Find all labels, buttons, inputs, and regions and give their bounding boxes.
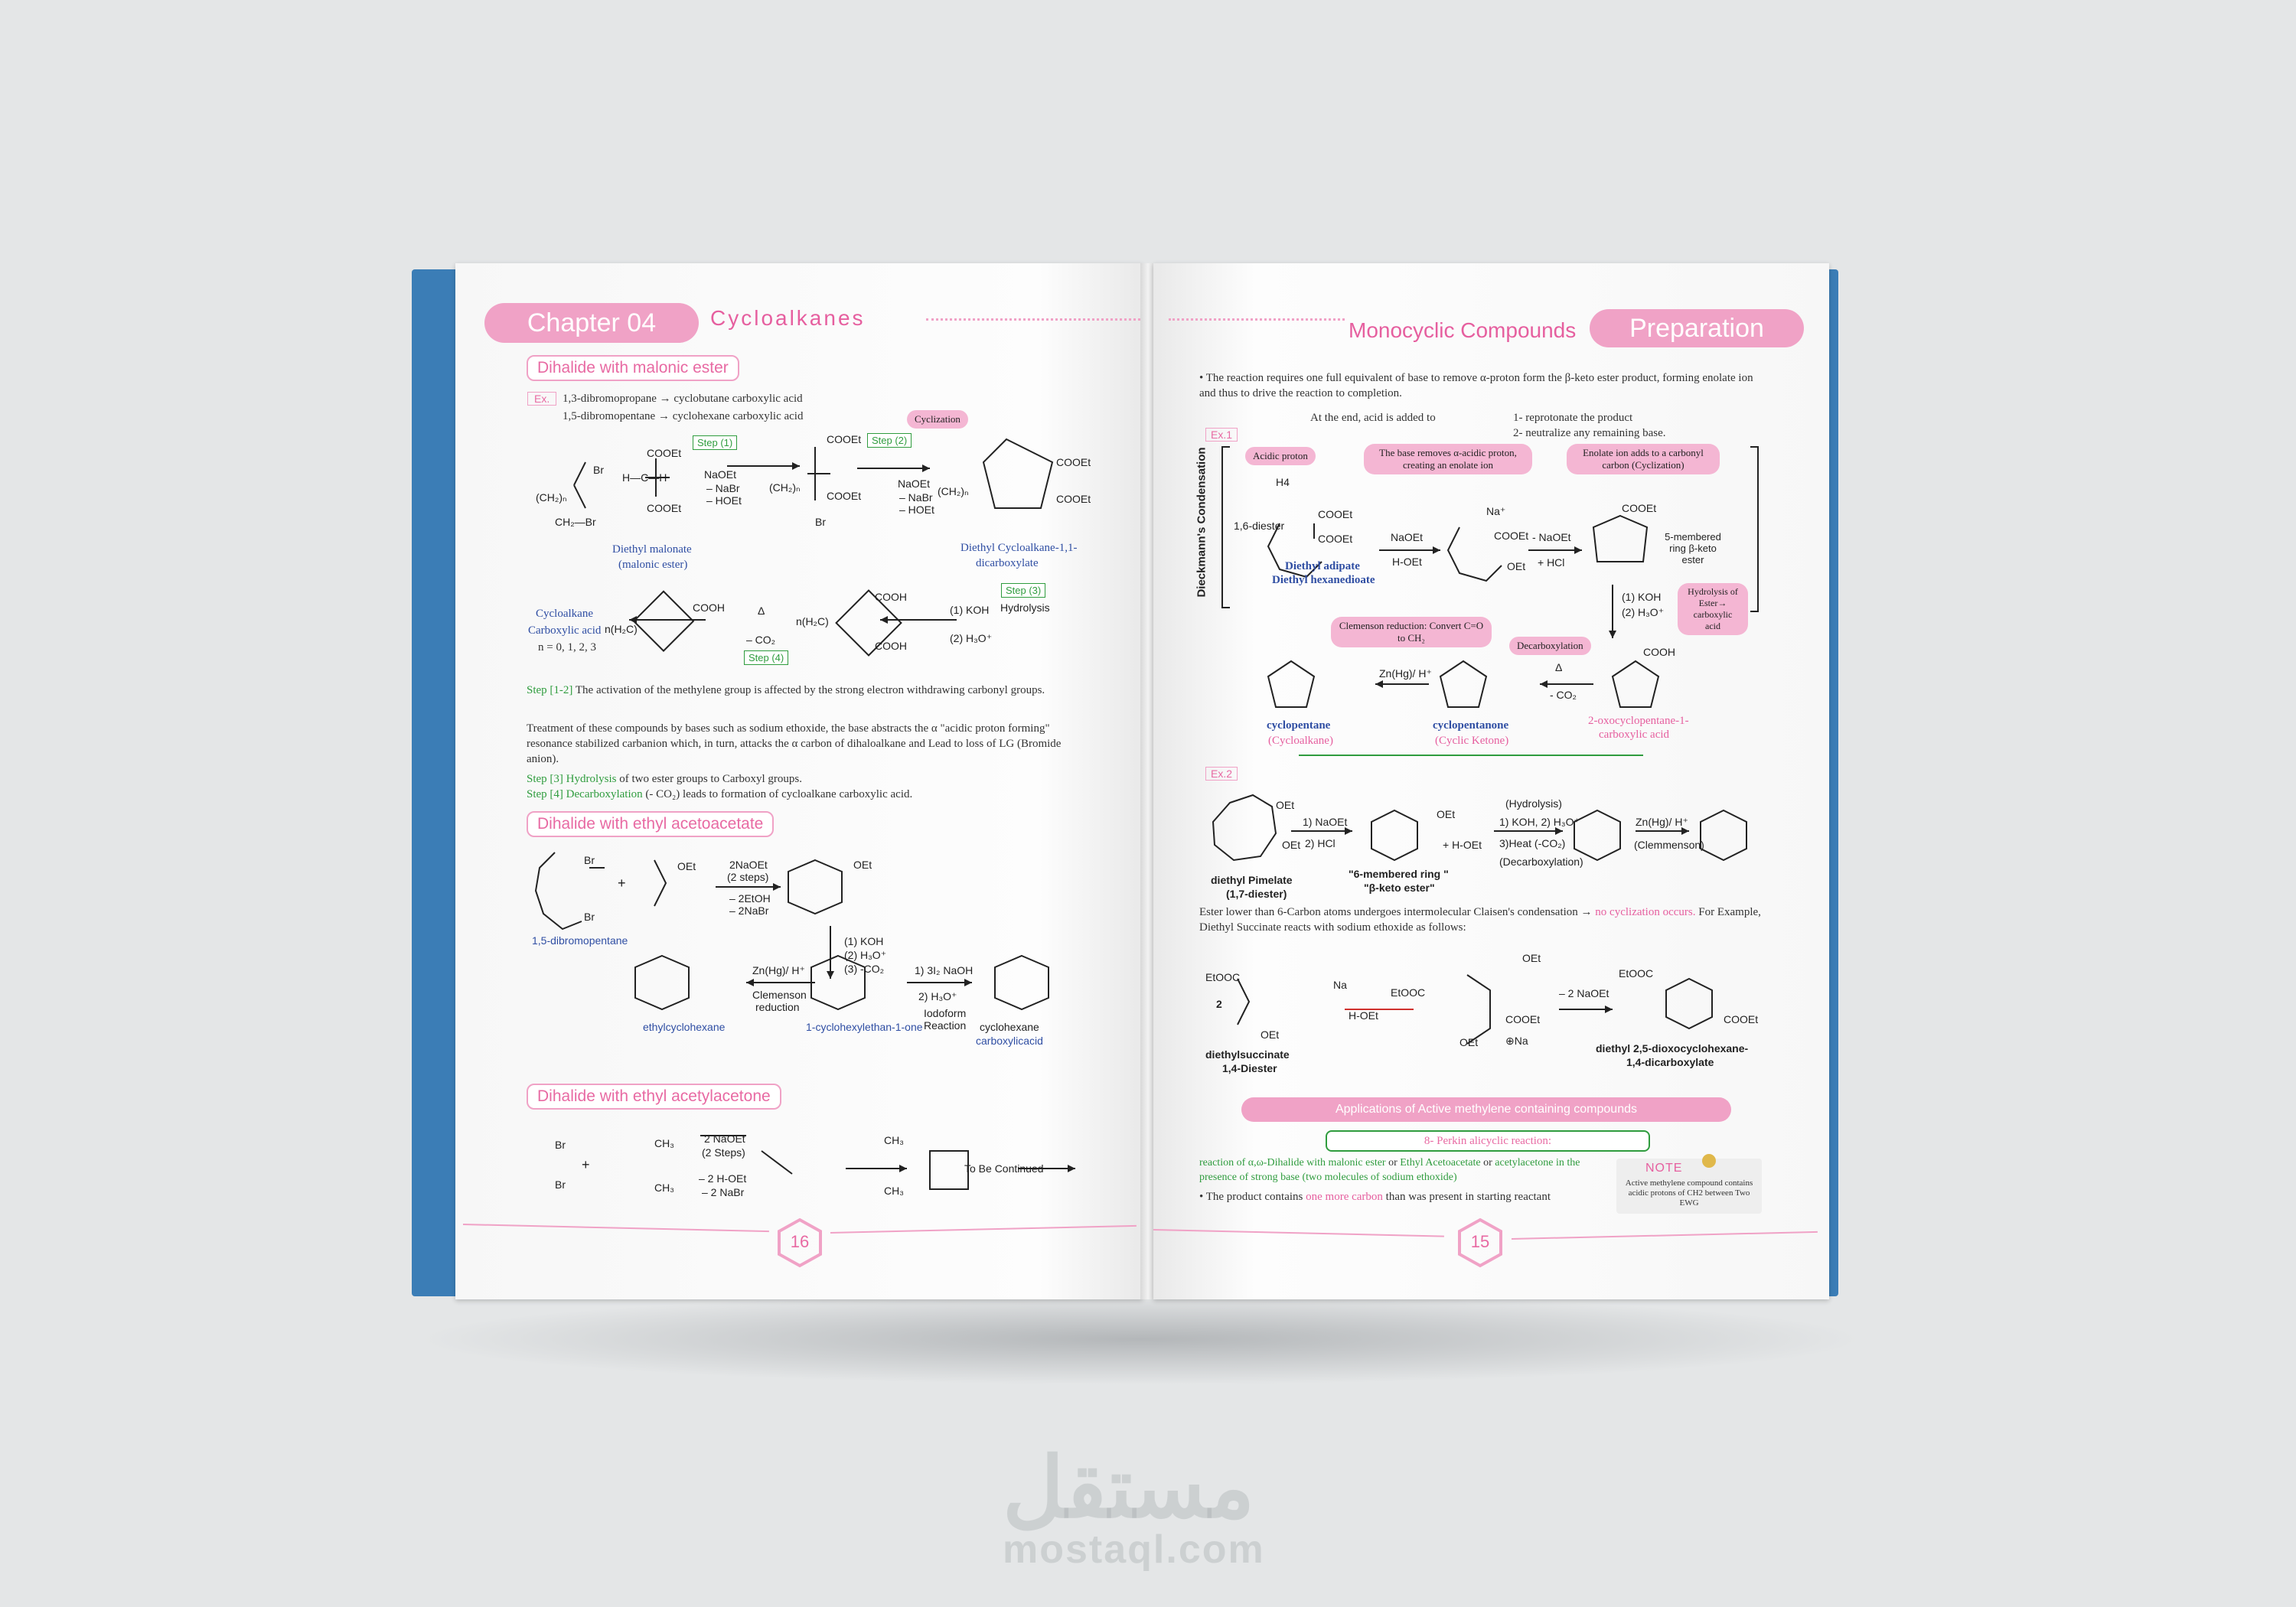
- hydrolysis-paren: (Hydrolysis): [1505, 797, 1562, 810]
- left-page-number-badge: [775, 1218, 824, 1267]
- reagent-naoet-2: NaOEt: [898, 478, 931, 490]
- bullet2-b: one more carbon: [1306, 1191, 1383, 1203]
- cooet-1: COOEt: [1318, 508, 1353, 520]
- ex2-tag: Ex.2: [1205, 767, 1238, 781]
- r-koh: (1) KOH: [1622, 591, 1662, 603]
- s3-reagent-3: – 2 H-OEt: [699, 1172, 747, 1185]
- reagent-hoet-2: – HOEt: [899, 504, 934, 516]
- book-shadow: [413, 1293, 1867, 1385]
- step4-line-text: (- CO₂) leads to formation of cycloalkane carboxylic acid.: [645, 788, 913, 800]
- s2-zn: Zn(Hg)/ H⁺: [752, 964, 805, 976]
- acid-intro: At the end, acid is added to: [1310, 412, 1436, 424]
- oet-3: OEt: [1507, 560, 1526, 572]
- bubble-hydrolysis: Hydrolysis of Ester→ carboxylic acid: [1678, 583, 1748, 635]
- na-s1: Na: [1333, 979, 1347, 991]
- ex2-oet-1: OEt: [1276, 799, 1295, 811]
- step4-box: Step (4): [744, 650, 788, 665]
- bubble-decarboxylation: Decarboxylation: [1509, 637, 1591, 655]
- section-title-malonic: Dihalide with malonic ester: [527, 355, 739, 381]
- h4-label: H4: [1276, 476, 1290, 488]
- product1-name-2: dicarboxylate: [976, 557, 1039, 569]
- chapter-pill: Chapter 04: [484, 303, 699, 343]
- s3-continued: To Be Continued: [964, 1162, 1044, 1175]
- bullet1-text: The reaction requires one full equivalent of base to remove α-proton form the β-keto ester product, forming enolate ion and thus to drive the reaction to completion.: [1199, 372, 1753, 399]
- s2-clemenson: Clemenson: [752, 989, 807, 1001]
- step3-line-label: Step [3]: [527, 773, 563, 785]
- perkin-text-a: reaction of α,ω-Dihalide with malonic ester: [1199, 1157, 1386, 1169]
- na-s2: ⊕Na: [1505, 1035, 1528, 1047]
- reagent-nabr-2: – NaBr: [899, 491, 933, 504]
- na-label: Na⁺: [1486, 505, 1506, 517]
- label-cooet-d: COOEt: [827, 490, 862, 502]
- bubble-clemenson: Clemenson reduction: Convert C=O to CH₂: [1331, 617, 1492, 647]
- ex2-reagent-1: 1) NaOEt: [1303, 816, 1348, 828]
- s2-oet: OEt: [677, 860, 696, 872]
- bubble-enolate: Enolate ion adds to a carbonyl carbon (Cyclization): [1567, 444, 1720, 474]
- bullet1: • The reaction requires one full equivalent of base to remove α-proton form the β-keto ester product, forming enolate ion and thus to drive the reaction to completion.: [1199, 372, 1753, 399]
- heat-ex2: 3)Heat (-CO₂): [1499, 837, 1566, 849]
- note-box: [1616, 1159, 1762, 1214]
- delta-label: Δ: [758, 605, 765, 617]
- co2-label: – CO₂: [746, 634, 776, 646]
- pin-icon: [1702, 1154, 1716, 1168]
- bullet2-c: than was present in starting reactant: [1385, 1191, 1551, 1203]
- r-zn: Zn(Hg)/ H⁺: [1379, 667, 1432, 680]
- diester-label: 1,6-diester: [1234, 520, 1285, 532]
- label-ch2br: CH₂—Br: [555, 516, 596, 528]
- step12-text: The activation of the methylene group is affected by the strong electron withdrawing carbonyl groups.: [575, 684, 1045, 696]
- succinate-name-2: 1,4-Diester: [1222, 1062, 1277, 1074]
- perkin-text-c: acetylacetone: [1495, 1157, 1554, 1169]
- left-footer-line-b: [830, 1225, 1137, 1234]
- malonate-name: Diethyl malonate: [612, 543, 692, 556]
- perkin-paragraph: [1199, 1156, 1597, 1185]
- ex2-oet-3: OEt: [1437, 808, 1456, 820]
- r-h3o: (2) H₃O⁺: [1622, 606, 1665, 618]
- pimelate-name: diethyl Pimelate: [1211, 874, 1293, 886]
- cooet-3: COOEt: [1494, 530, 1529, 542]
- zn-ex2: Zn(Hg)/ H⁺: [1636, 816, 1688, 828]
- perkin-or-1: or: [1388, 1157, 1397, 1169]
- reagent-naoet-1: NaOEt: [704, 468, 737, 481]
- cooh-a: COOH: [875, 591, 907, 603]
- ring6-line-2: "β-keto ester": [1364, 882, 1435, 894]
- s2-co2: (3) -CO₂: [844, 963, 885, 975]
- step4-line-label: Step [4]: [527, 788, 563, 800]
- right-heading-title: Monocyclic Compounds: [1349, 318, 1577, 342]
- cooh-c: COOH: [693, 601, 725, 614]
- s2-h3o: (2) H₃O⁺: [844, 949, 887, 961]
- s2-start-name: 1,5-dibromopentane: [532, 934, 628, 947]
- acid-item-1: 1- reprotonate the product: [1513, 412, 1633, 424]
- ring6-line-1: "6-membered ring ": [1349, 868, 1449, 880]
- note-text: Active methylene compound contains acidic protons of CH2 between Two EWG: [1625, 1178, 1753, 1208]
- s2-name-ethyl: ethylcyclohexane: [643, 1021, 726, 1033]
- label-cooet-a: COOEt: [647, 447, 682, 459]
- succinate-name-1: diethylsuccinate: [1205, 1048, 1290, 1061]
- example-tag: Ex.: [527, 392, 556, 406]
- s2-reduction: reduction: [755, 1001, 800, 1013]
- ex1-tag: Ex.1: [1205, 428, 1238, 442]
- oet-s1: OEt: [1261, 1028, 1280, 1041]
- right-footer-line-b: [1512, 1231, 1818, 1240]
- s2-br1: Br: [584, 854, 595, 866]
- step4-line-word: Decarboxylation: [566, 788, 643, 800]
- s2-name-ketone: 1-cyclohexylethan-1-one: [806, 1021, 923, 1033]
- s2-iodo2: 2) H₃O⁺: [918, 990, 957, 1002]
- label-ch2n-b: (CH₂)ₙ: [769, 481, 801, 494]
- example-line-1: 1,3-dibromopropane → cyclobutane carboxylic acid: [563, 393, 803, 405]
- hoet-s1: H-OEt: [1349, 1009, 1378, 1022]
- ex2-oet-2: OEt: [1282, 839, 1301, 851]
- cooet-s2: COOEt: [1505, 1013, 1541, 1025]
- ring-note: 5-membered ring β-keto ester: [1665, 531, 1721, 566]
- r-hcl: + HCl: [1538, 556, 1565, 569]
- cyclopentanone-name: cyclopentanone: [1433, 719, 1509, 732]
- oet-s2: OEt: [1522, 952, 1541, 964]
- product1-name: Diethyl Cycloalkane-1,1-: [960, 542, 1078, 554]
- left-page-number: 16: [790, 1232, 810, 1251]
- s2-oet-product: OEt: [853, 859, 872, 871]
- perkin-text-d: in the presence of strong base (two molecules of sodium ethoxide): [1199, 1157, 1580, 1183]
- oxo-name-2: carboxylic acid: [1599, 729, 1670, 741]
- applications-banner: Applications of Active methylene containing compounds: [1241, 1097, 1731, 1122]
- oet-s3: OEt: [1459, 1036, 1479, 1048]
- left-footer-line-a: [463, 1224, 769, 1232]
- bullet2: • The product contains one more carbon than was present in starting reactant: [1199, 1191, 1551, 1203]
- ring-label-b: n(H₂C): [605, 623, 638, 635]
- acetoacetate-reaction-scheme: [455, 263, 1143, 1028]
- cooet-s3: COOEt: [1724, 1013, 1759, 1025]
- r-co2: - CO₂: [1550, 689, 1577, 701]
- label-br1: Br: [593, 464, 604, 476]
- bubble-acidic-proton: Acidic proton: [1245, 447, 1316, 465]
- label-h-c-h: H—C—H: [622, 471, 667, 484]
- s3-ch3-c: CH₃: [884, 1134, 904, 1146]
- s2-reagent-3: – 2EtOH: [729, 892, 771, 905]
- s3-ch3-b: CH₃: [654, 1182, 674, 1194]
- s3-ch3-d: CH₃: [884, 1185, 904, 1197]
- step12-label: Step [1-2]: [527, 684, 573, 696]
- watermark-arabic: مستقل: [1003, 1441, 1255, 1535]
- h3o-label: (2) H₃O⁺: [950, 632, 993, 644]
- s3-reagent-4: – 2 NaBr: [702, 1186, 745, 1198]
- cyclopentane-name: cyclopentane: [1267, 719, 1331, 732]
- minus-2naoet: – 2 NaOEt: [1559, 987, 1609, 999]
- malonate-name-2: (malonic ester): [618, 559, 688, 571]
- cooh-b: COOH: [875, 640, 907, 652]
- ex2-reagent-2: 2) HCl: [1305, 837, 1336, 849]
- right-page: [1153, 263, 1829, 1299]
- etooc-2: EtOOC: [1391, 986, 1426, 999]
- perkin-box: 8- Perkin alicyclic reaction:: [1326, 1130, 1650, 1152]
- s3-plus: +: [582, 1157, 590, 1172]
- r-delta: Δ: [1555, 661, 1563, 673]
- cyclo-label-1: Cycloalkane: [536, 608, 593, 620]
- r-hoet: H-OEt: [1392, 556, 1422, 568]
- intermolecular-text: Ester lower than 6-Carbon atoms undergoes intermolecular Claisen's condensation →: [1199, 906, 1593, 918]
- perkin-text-b: Ethyl Acetoacetate: [1400, 1157, 1481, 1169]
- bubble-base-removes: The base removes α-acidic proton, creating an enolate ion: [1364, 444, 1532, 474]
- cycloalkane-name: (Cycloalkane): [1268, 735, 1333, 747]
- koh-h3o-ex2: 1) KOH, 2) H₃O⁺: [1499, 816, 1580, 828]
- s2-koh: (1) KOH: [844, 935, 884, 947]
- s2-iodoform: Iodoform: [924, 1007, 967, 1019]
- example-line-2: 1,5-dibromopentane → cyclohexane carboxylic acid: [563, 410, 804, 422]
- right-footer-line-a: [1153, 1229, 1444, 1237]
- cyclization-bubble: Cyclization: [907, 410, 968, 429]
- step1-box: Step (1): [693, 435, 737, 450]
- n-values: n = 0, 1, 2, 3: [538, 641, 596, 654]
- s3-reagent-1: 2 NaOEt: [704, 1133, 745, 1145]
- cyclo-label-2: Carboxylic acid: [528, 624, 602, 637]
- etooc-1: EtOOC: [1205, 971, 1241, 983]
- cooh-ex1: COOH: [1643, 646, 1675, 658]
- s2-reagent-2: (2 steps): [727, 871, 769, 883]
- r-minus-naoet: - NaOEt: [1532, 531, 1571, 543]
- note-title: NOTE: [1645, 1162, 1683, 1175]
- s2-name-acid-1: cyclohexane: [980, 1021, 1039, 1033]
- s3-ch3-a: CH₃: [654, 1137, 674, 1149]
- step3-box: Step (3): [1001, 583, 1045, 598]
- s2-name-acid-2: carboxylicacid: [976, 1035, 1043, 1047]
- step2-box: Step (2): [867, 433, 912, 448]
- label-cooet-b: COOEt: [647, 502, 682, 514]
- intermolecular-text-2: For Example, Diethyl Succinate reacts with sodium ethoxide as follows:: [1199, 906, 1761, 934]
- step3-line-text: of two ester groups to Carboxyl groups.: [619, 773, 802, 785]
- reagent-nabr-1: – NaBr: [706, 482, 740, 494]
- watermark-latin: mostaql.com: [1003, 1527, 1265, 1572]
- chapter-subtitle: Cycloalkanes: [710, 306, 866, 330]
- section-title-acetylacetone: Dihalide with ethyl acetylacetone: [527, 1084, 781, 1110]
- label-br2: Br: [815, 516, 826, 528]
- s2-br2: Br: [584, 911, 595, 923]
- treatment-paragraph: Treatment of these compounds by bases such as sodium ethoxide, the base abstracts the α "acidic proton forming" resonance stabilized carbanion which, in turn, attacks the α carbon of dihaloalkane and Lead to loss of LG (Bromide anion).: [527, 722, 1062, 765]
- oxo-name-1: 2-oxocyclopentane-1-: [1588, 715, 1689, 727]
- cooet-2: COOEt: [1318, 533, 1353, 545]
- succinate-scheme: [1153, 263, 1829, 1105]
- preparation-pill: Preparation: [1590, 309, 1804, 347]
- two-label: 2: [1216, 998, 1222, 1010]
- label-ch2n: (CH₂)ₙ: [536, 491, 567, 504]
- reagent-hoet-1: – HOEt: [706, 494, 742, 507]
- label-cooet-e: COOEt: [1056, 456, 1091, 468]
- etooc-3: EtOOC: [1619, 967, 1654, 980]
- label-cooet-c: COOEt: [827, 433, 862, 445]
- s2-plus: +: [618, 875, 626, 891]
- ex2-hoet: + H-OEt: [1443, 839, 1482, 851]
- s2-reagent-1: 2NaOEt: [729, 859, 768, 871]
- ring-label-a: n(H₂C): [796, 615, 829, 627]
- right-page-number: 15: [1470, 1232, 1490, 1251]
- s3-reagent-2: (2 Steps): [702, 1146, 745, 1159]
- s2-reaction: Reaction: [924, 1019, 967, 1032]
- label-ch2n-c: (CH₂)ₙ: [938, 485, 969, 497]
- koh-label: (1) KOH: [950, 604, 990, 616]
- step3-line-word: Hydrolysis: [566, 773, 617, 785]
- label-cooet-f: COOEt: [1056, 493, 1091, 505]
- cooet-4: COOEt: [1622, 502, 1657, 514]
- s3-br1: Br: [555, 1139, 566, 1151]
- decarb-paren: (Decarboxylation): [1499, 856, 1583, 868]
- adipate-name-2: Diethyl hexanedioate: [1272, 574, 1375, 586]
- bullet2-a: The product contains: [1205, 1191, 1303, 1203]
- section-title-acetoacetate: Dihalide with ethyl acetoacetate: [527, 811, 774, 837]
- perkin-or-2: or: [1483, 1157, 1492, 1169]
- pimelate-name-2: (1,7-diester): [1226, 888, 1287, 900]
- right-page-number-badge: [1456, 1218, 1505, 1267]
- dioxo-name-2: 1,4-dicarboxylate: [1626, 1056, 1714, 1068]
- cyclic-ketone-name: (Cyclic Ketone): [1435, 735, 1509, 747]
- hydrolysis-label: Hydrolysis: [1000, 601, 1050, 614]
- dioxo-name-1: diethyl 2,5-dioxocyclohexane-: [1596, 1042, 1749, 1054]
- s3-br2: Br: [555, 1178, 566, 1191]
- left-page: [455, 263, 1143, 1299]
- r-naoet: NaOEt: [1391, 531, 1424, 543]
- adipate-name-1: Diethyl adipate: [1285, 560, 1360, 572]
- dieckmann-label: Dieckmann's Condensation: [1195, 447, 1208, 598]
- s2-iodo1: 1) 3I₂ NaOH: [915, 964, 974, 976]
- acid-item-2: 2- neutralize any remaining base.: [1513, 427, 1666, 439]
- s2-reagent-4: – 2NaBr: [729, 905, 769, 917]
- no-cyclization: no cyclization occurs.: [1595, 906, 1696, 918]
- clemmenson-paren: (Clemmenson): [1634, 839, 1704, 851]
